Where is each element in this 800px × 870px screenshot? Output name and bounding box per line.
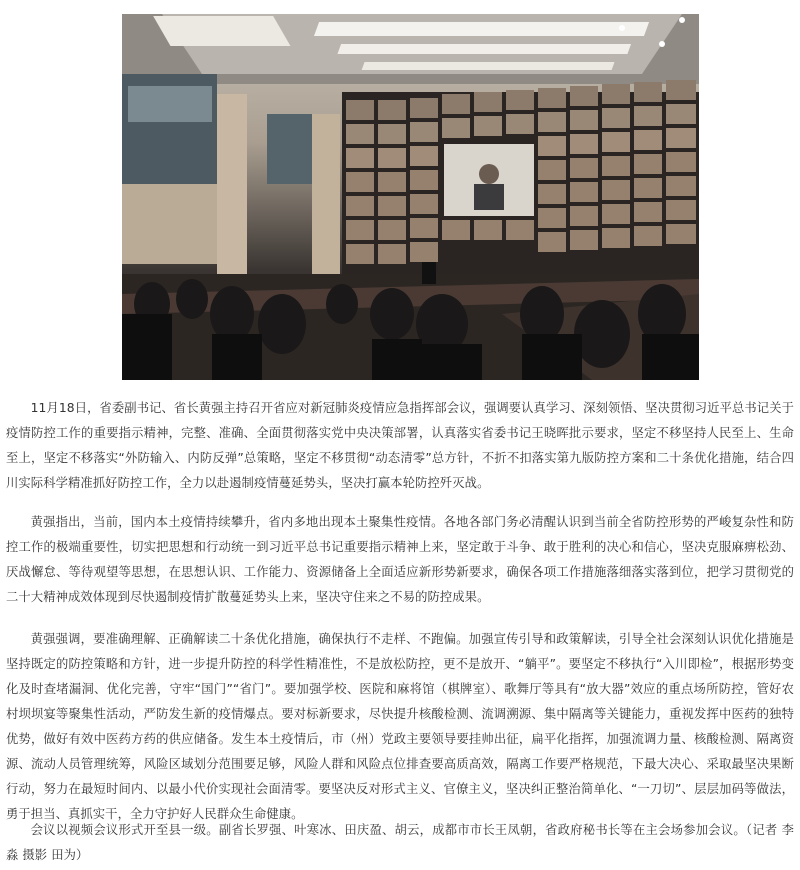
article-paragraph: 黄强强调，要准确理解、正确解读二十条优化措施，确保执行不走样、不跑偏。加强宣传引导和政策解读，引导全社会深刻认识优化措施是坚持既定的防控策略和方针，进一步提升防控的科学性精准性，不是放松防控，更不是放开、“躺平”。要坚定不移执行“入川即检”，根据形势变化及时查堵漏洞、优化完善，守牢“国门”“省门”。要加强学校、医院和麻将馆（棋牌室）、歌舞厅等具有“放大器”效应的重点场所防控，管好农村坝坝宴等聚集性活动，严防发生新的疫情爆点。要对标新要求，尽快提升核酸检测、流调溯源、集中隔离等关键能力，重视发挥中医药的独特优势，做好有效中医药方药的供应储备。发生本土疫情后，市（州）党政主要领导要挂帅出征，扁平化指挥，加强流调力量、核酸检测、隔离资源、流动人员管理统筹，风险区域划分范围要足够，风险人群和风险点位排查要高质高效，隔离工作要严格规范，下最大决心、采取最坚决果断行动，努力在最短时间内、以最小代价实现社会面清零。要坚决反对形式主义、官僚主义，坚决纠正整治简单化、“一刀切”、层层加码等做法，勇于担当、真抓实干，全力守护好人民群众生命健康。: [6, 632, 794, 821]
article-paragraph: 会议以视频会议形式开至县一级。副省长罗强、叶寒冰、田庆盈、胡云，成都市市长王凤朝，省政府秘书长等在主会场参加会议。（记者 李淼 摄影 田为）: [6, 823, 794, 862]
article-paragraph: 11月18日，省委副书记、省长黄强主持召开省应对新冠肺炎疫情应急指挥部会议，强调要认真学习、深刻领悟、坚决贯彻习近平总书记关于疫情防控工作的重要指示精神，完整、准确、全面贯彻落实党中央决策部署，认真落实省委书记王晓晖批示要求，坚定不移坚持人民至上、生命至上，坚定不移落实“外防输入、内防反弹”总策略，坚定不移贯彻“动态清零”总方针，不折不扣落实第九版防控方案和二十条优化措施，结合四川实际科学精准抓好防控工作，全力以赴遏制疫情蔓延势头，坚决打赢本轮防控歼灭战。: [6, 401, 794, 490]
article-paragraph: 黄强指出，当前，国内本土疫情持续攀升，省内多地出现本土聚集性疫情。各地各部门务必清醒认识到当前全省防控形势的严峻复杂性和防控工作的极端重要性，切实把思想和行动统一到习近平总书记重要指示精神上来，坚定敢于斗争、敢于胜利的决心和信心，坚决克服麻痹松劲、厌战懈怠、等待观望等思想，在思想认识、工作能力、资源储备上全面适应新形势新要求，确保各项工作措施落细落实落到位，把学习贯彻党的二十大精神成效体现到尽快遏制疫情扩散蔓延势头上来，坚决守住来之不易的防控成果。: [6, 515, 794, 604]
meeting-photo: [122, 14, 699, 380]
meeting-photo-illustration: [122, 14, 699, 380]
